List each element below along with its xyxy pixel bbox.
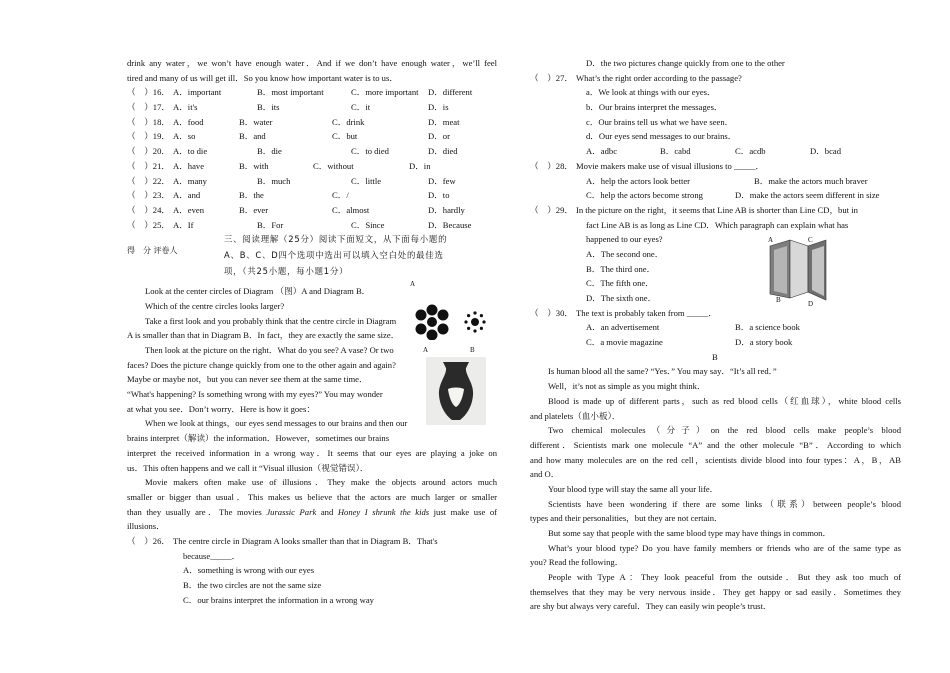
line-label: D bbox=[808, 300, 814, 308]
line-label: A bbox=[768, 236, 774, 244]
score-label: 得 分 评卷人 bbox=[127, 246, 178, 256]
vase-icon bbox=[426, 357, 486, 425]
question-25[interactable]: （ ）25． A．If B．For C．Since D．Because bbox=[127, 219, 472, 230]
passage-line: Maybe or maybe not，but you can never see them at the same time． bbox=[127, 374, 368, 385]
line-label: C bbox=[808, 236, 813, 244]
passage-line: Take a first look and you probably think that the centre circle in Diagram bbox=[145, 315, 397, 326]
passage-line: us．This often happens and we call it “Visual illusion（视觉错误）． bbox=[127, 462, 369, 473]
passage-line: But some say that people with the same blood type may have things in common． bbox=[548, 528, 832, 538]
question-16[interactable]: （ ）16． A．important B．most important C．more important D．different bbox=[127, 87, 473, 98]
passage-line: themselves that they may be very nervous inside．They get happy or sad easily．Sometimes they bbox=[530, 586, 901, 597]
section-heading-line: A、B、C、D四个选项中选出可以填入空白处的最佳选 bbox=[224, 250, 444, 261]
cloze-questions bbox=[127, 85, 497, 232]
question-26-option-d[interactable]: D．the two pictures change quickly from one to the other bbox=[586, 58, 785, 68]
question-27[interactable]: （ ）27． What’s the right order according to the passage? a．We look at things with our eyes． b．Our brains interpret the messages． c．Our brains tell us what we have seen． d．Our eyes send messages to our brains． A．adbc B．cabd C．acdb D．bcad bbox=[530, 72, 842, 157]
passage-line: “What's happening? Is something wrong with my eyes?” You may wonder bbox=[127, 389, 383, 400]
question-30[interactable]: （ ）30． The text is probably taken from _____． A．an advertisement B．a science book C．a movie magazine D．a story book bbox=[530, 307, 800, 348]
passage-line: than they usually are．The movies Jurassic Park and Honey I shrunk the kids just make use of bbox=[127, 506, 497, 517]
passage-line: When we look at things，our eyes send messages to our brains and then our bbox=[145, 418, 408, 429]
passage-line: drink any water，we won’t have enough water．And if we don’t have enough water，we’ll feel bbox=[127, 58, 497, 68]
question-21[interactable]: （ ）21． A．have B．with C．without D．in bbox=[127, 160, 431, 171]
question-20[interactable]: （ ）20． A．to die B．die C．to died D．died bbox=[127, 146, 458, 157]
passage-line: Movie makers often make use of illusions．They make the objects around actors much bbox=[145, 477, 497, 488]
line-label: B bbox=[776, 296, 781, 304]
option-b[interactable]: B．the two circles are not the same size bbox=[183, 580, 322, 590]
question-18[interactable]: （ ）18． A．food B．water C．drink D．meat bbox=[127, 116, 460, 127]
question-24[interactable]: （ ）24． A．even B．ever C．almost D．hardly bbox=[127, 204, 465, 215]
passage-line: brains interpret（解读）the information．However，sometimes our brains bbox=[127, 433, 390, 444]
passage-line: Your blood type will stay the same all your life． bbox=[548, 483, 719, 494]
passage-line: interpret the received information in a wrong way．It seems that our eyes are playing a joke on bbox=[127, 447, 497, 458]
diagram-label: A bbox=[410, 280, 416, 288]
passage-line: and platelets（血小板）． bbox=[530, 410, 621, 421]
diagram-b-circles bbox=[463, 310, 487, 334]
passage-line: and O． bbox=[530, 469, 560, 480]
passage-line: Then look at the picture on the right．What do you see? A vase? Or two bbox=[145, 345, 394, 355]
circle-diagram bbox=[412, 280, 502, 356]
passage-line: tired and many of us will get ill．So you know how important water is to us． bbox=[127, 72, 398, 83]
diagram-a-circles bbox=[412, 280, 502, 340]
passage-line: A is smaller than that in Diagram B．In fact，they are exactly the same size． bbox=[127, 330, 400, 341]
passage-line: different．Scientists mark one molecule “A” and the other molecule “B”．According to which bbox=[530, 439, 901, 450]
diagram-label: B bbox=[470, 346, 475, 354]
option-a[interactable]: A．something is wrong with our eyes bbox=[183, 565, 315, 576]
option-c[interactable]: C．our brains interpret the information in a wrong way bbox=[183, 594, 374, 605]
passage-line: Scientists have been wondering if there are some links（联系）between people’s blood bbox=[548, 498, 901, 509]
passage-line: Two chemical molecules（分子）on the red blood cells make people’s blood bbox=[548, 425, 901, 436]
passage-line: Blood is made up of different parts，such as red blood cells（红血球），white blood cells bbox=[548, 395, 901, 406]
passage-b bbox=[530, 364, 901, 614]
passage-line: faces? Does the picture change quickly from one to the other again and again? bbox=[127, 359, 396, 370]
section-heading-line: 三、阅读理解（25分）阅读下面短文，从下面每小题的 bbox=[224, 234, 448, 245]
passage-line: Which of the centre circles looks larger? bbox=[145, 300, 285, 311]
passage-line: you? Read the following． bbox=[530, 557, 624, 568]
passage-b-title: B bbox=[712, 351, 718, 362]
question-26[interactable]: （ ）26． The centre circle in Diagram A looks smaller than that in Diagram B．That's because_____． A．something is wrong with our eyes B．the two circles are not the same size C．our brains interpret the information in a wrong way bbox=[127, 534, 497, 607]
passage-line: Is human blood all the same? “Yes．” You may say．“It’s all red．” bbox=[548, 366, 777, 377]
question-22[interactable]: （ ）22． A．many B．much C．little D．few bbox=[127, 175, 456, 186]
passage-line: are shy but always very careful．They can easily win people’s trust． bbox=[530, 601, 772, 612]
section-heading-line: 项，（共25小题，每小题1分） bbox=[224, 266, 349, 277]
line-illusion-picture bbox=[766, 236, 836, 310]
question-17[interactable]: （ ）17． A．it's B．its C．it D．is bbox=[127, 102, 449, 113]
right-column bbox=[530, 56, 901, 614]
section-header bbox=[127, 232, 497, 284]
passage-line: illusions． bbox=[127, 521, 165, 532]
question-29[interactable]: （ ）29． In the picture on the right，it seems that Line AB is shorter than Line CD，but in fact Line AB is as long as Line CD．Which paragraph can explain what has happened to our eyes? A．The second one． B．The third one． C．The fifth one． D．The sixth one． bbox=[530, 204, 858, 303]
question-28[interactable]: （ ）28． Movie makers make use of visual illusions to _____． A．help the actors look better B．make the actors much braver C．help the actors become strong D．make the actors seem different in size bbox=[530, 160, 880, 201]
passage-line: types and their personalities，but they are not certain． bbox=[530, 513, 723, 524]
vase-faces-picture bbox=[426, 357, 486, 425]
passage-line: Look at the center circles of Diagram （图）A and Diagram B． bbox=[145, 286, 371, 297]
passage-line: People with Type A：They look peaceful from the outside．But they ask too much of bbox=[548, 572, 901, 583]
passage-line: smaller or bigger than usual．This makes us believe that the actors are much larger or smaller bbox=[127, 491, 497, 502]
movie-title: Jurassic Park bbox=[266, 506, 317, 517]
diagram-label: A bbox=[423, 346, 429, 354]
passage-line: and how many molecules are on the red cell，scientists divide blood into four types：A，B，AB bbox=[530, 454, 901, 465]
question-23[interactable]: （ ）23． A．and B．the C．/ D．to bbox=[127, 190, 450, 201]
question-19[interactable]: （ ）19． A．so B．and C．but D．or bbox=[127, 131, 450, 142]
passage-line: Well，it’s not as simple as you might think． bbox=[548, 381, 706, 392]
passage-line: at what you see．Don’t worry．Here is how it goes： bbox=[127, 403, 315, 414]
movie-title: Honey I shrunk the kids bbox=[337, 506, 430, 517]
passage-line: What’s your blood type? Do you have family members or friends who are of the same type as bbox=[548, 542, 901, 553]
